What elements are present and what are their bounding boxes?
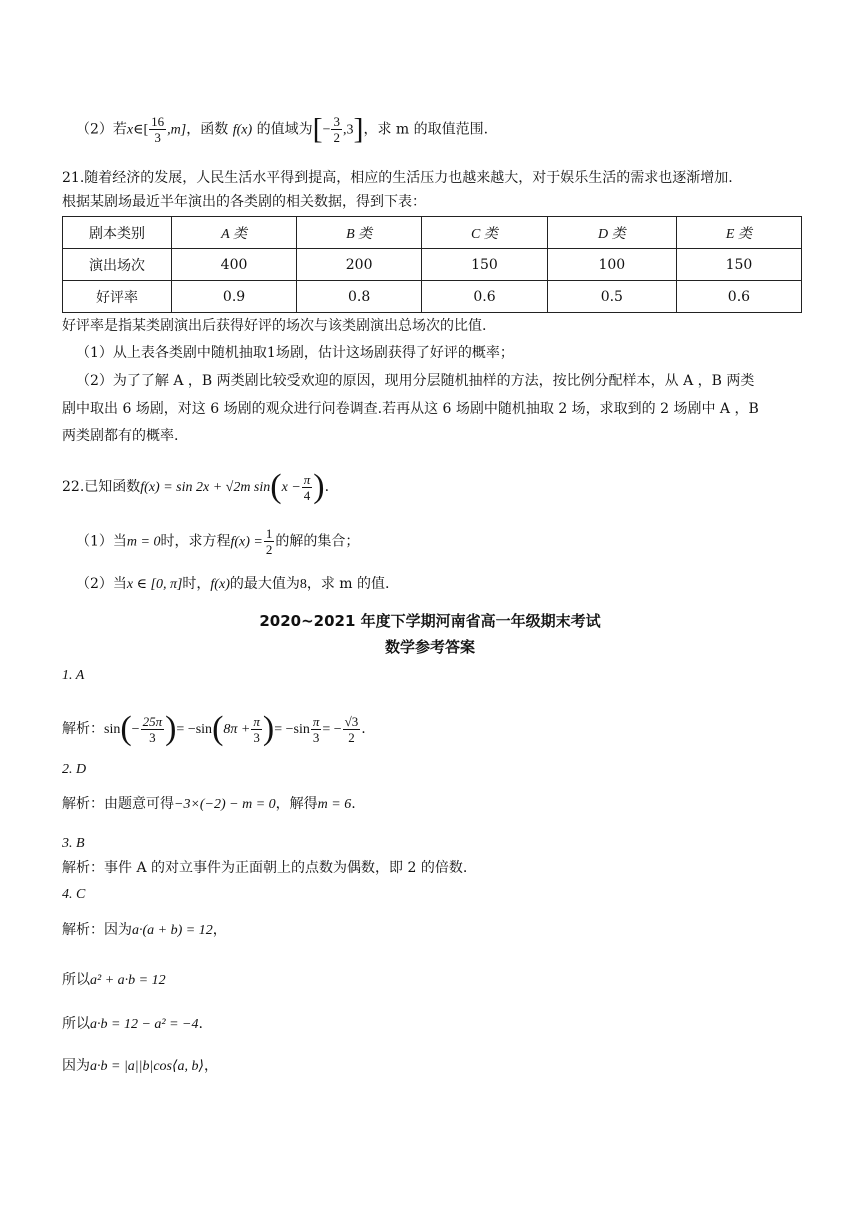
q22-m0: m = 0	[126, 534, 161, 550]
q20-part2-lead: （2）若	[76, 121, 127, 138]
answer-4: 4. C	[62, 887, 86, 902]
answers-title: 2020~2021 年度下学期河南省高一年级期末考试	[259, 612, 601, 630]
q22-end: .	[324, 479, 330, 495]
table-cell: 好评率	[63, 281, 172, 313]
table-row	[63, 281, 802, 313]
answer-3-explain: 解析：事件 A 的对立事件为正面朝上的点数为偶数，即 2 的倍数.	[62, 860, 468, 876]
table-header-cell: D 类	[547, 217, 676, 249]
q22-part1: （1）当m = 0时，求方程f(x) = $\frac{1}{2}$ 的解的集合；	[76, 526, 360, 557]
q21-line1: 21.随着经济的发展，人民生活水平得到提高，相应的生活压力也越来越大，对于娱乐生活的需求也逐渐增加.	[62, 170, 733, 186]
q22-expr-a: f(x) = sin 2x + √2m sin	[140, 480, 271, 495]
q21-note: 好评率是指某类剧演出后获得好评的场次与该类剧演出总场次的比值.	[62, 318, 487, 334]
table-cell: 0.6	[676, 281, 801, 313]
q21-part2-line1: （2）为了了解 A ，B 两类剧比较受欢迎的原因，现用分层随机抽样的方法，按比例分配样本，从 A ，B 两类	[76, 373, 755, 389]
table-cell: 200	[297, 249, 422, 281]
q20-in: ∈[	[133, 122, 149, 138]
table-cell: 演出场次	[63, 249, 172, 281]
table-cell: 400	[172, 249, 297, 281]
answer-4-line2: 所以a² + a·b = 12	[62, 972, 166, 988]
answer-1: 1. A	[62, 668, 85, 683]
q22-domain: x ∈ [0, π]	[126, 577, 183, 592]
table-cell: 0.9	[172, 281, 297, 313]
table-header-cell: C 类	[422, 217, 548, 249]
q20-frac: $\frac{16}{3}$	[151, 114, 165, 145]
table-header-cell: 剧本类别	[63, 217, 172, 249]
q22-pi-frac: $\frac{\pi}{4}$	[303, 471, 311, 503]
q20-part2: （2）若x∈[ $\frac{16}{3}$ ,m]，函数 f(x) 的值域为[− $\frac{3}{2}$ ,3]，求 m 的取值范围.	[76, 112, 489, 146]
q21-part2-line2: 剧中取出 6 场剧，对这 6 场剧的观众进行问卷调查.若再从这 6 场剧中随机抽取 2 场，求取到的 2 场剧中 A ，B	[62, 401, 759, 417]
q21-line2: 根据某剧场最近半年演出的各类剧的相关数据，得到下表：	[62, 194, 426, 210]
q22-lead: 22.已知函数	[62, 479, 141, 495]
answer-4-line3: 所以a·b = 12 − a² = −4.	[62, 1016, 203, 1032]
answers-subtitle: 数学参考答案	[384, 638, 475, 656]
q20-fx: f(x)	[232, 122, 253, 138]
q21-part1: （1）从上表各类剧中随机抽取1场剧，估计这场剧获得了好评的概率；	[76, 345, 514, 361]
answer-2-explain: 解析：由题意可得−3×(−2) − m = 0，解得m = 6.	[62, 796, 356, 812]
table-row	[63, 249, 802, 281]
answer-3: 3. B	[62, 836, 85, 851]
q20-var-x: x	[126, 122, 134, 138]
answer-2: 2. D	[62, 762, 87, 777]
table-cell: 150	[676, 249, 801, 281]
answer-1-explain: 解析：sin(− $\frac{25\pi}{3}$ )= −sin(8π + $\frac{\pi}{3}$ )= −sin $\frac{\pi}{3}$ = − $\frac{√3}{2}$ .	[62, 710, 366, 747]
q20-mid: ，函数	[186, 121, 229, 138]
table-cell: 0.5	[547, 281, 676, 313]
table-cell: 150	[422, 249, 548, 281]
q20-range-frac: $\frac{3}{2}$	[333, 114, 340, 145]
table-header-row	[63, 217, 802, 249]
table-cell: 0.6	[422, 281, 548, 313]
q21-part2-line3: 两类剧都有的概率.	[62, 428, 179, 444]
q20-m: ,m]	[167, 122, 187, 138]
q22-stem: 22.已知函数f(x) = sin 2x + √2m sin(x − $\frac{\pi}{4}$ ).	[62, 468, 330, 505]
q20-range-neg: −	[322, 122, 331, 138]
q22-expr-inner: x −	[281, 480, 301, 495]
table-cell: 0.8	[297, 281, 422, 313]
q22-part2: （2）当x ∈ [0, π]时，f(x)的最大值为8，求 m 的值.	[76, 576, 390, 592]
table-header-cell: A 类	[172, 217, 297, 249]
table-header-cell: E 类	[676, 217, 801, 249]
q22-fx: f(x) =	[230, 534, 263, 550]
q22-fx2: f(x)	[210, 577, 230, 592]
q20-range-end: ,3	[342, 122, 354, 138]
q20-tail: ，求 m 的取值范围.	[363, 121, 489, 138]
table-header-cell: B 类	[297, 217, 422, 249]
q20-range-lead: 的值域为	[256, 121, 313, 138]
table-cell: 100	[547, 249, 676, 281]
q21-table	[62, 216, 802, 313]
q22-half: $\frac{1}{2}$	[265, 526, 273, 557]
answer-4-line4: 因为a·b = |a||b|cos⟨a, b⟩，	[62, 1058, 218, 1074]
answer-4-line1: 解析：因为a·(a + b) = 12，	[62, 922, 227, 938]
